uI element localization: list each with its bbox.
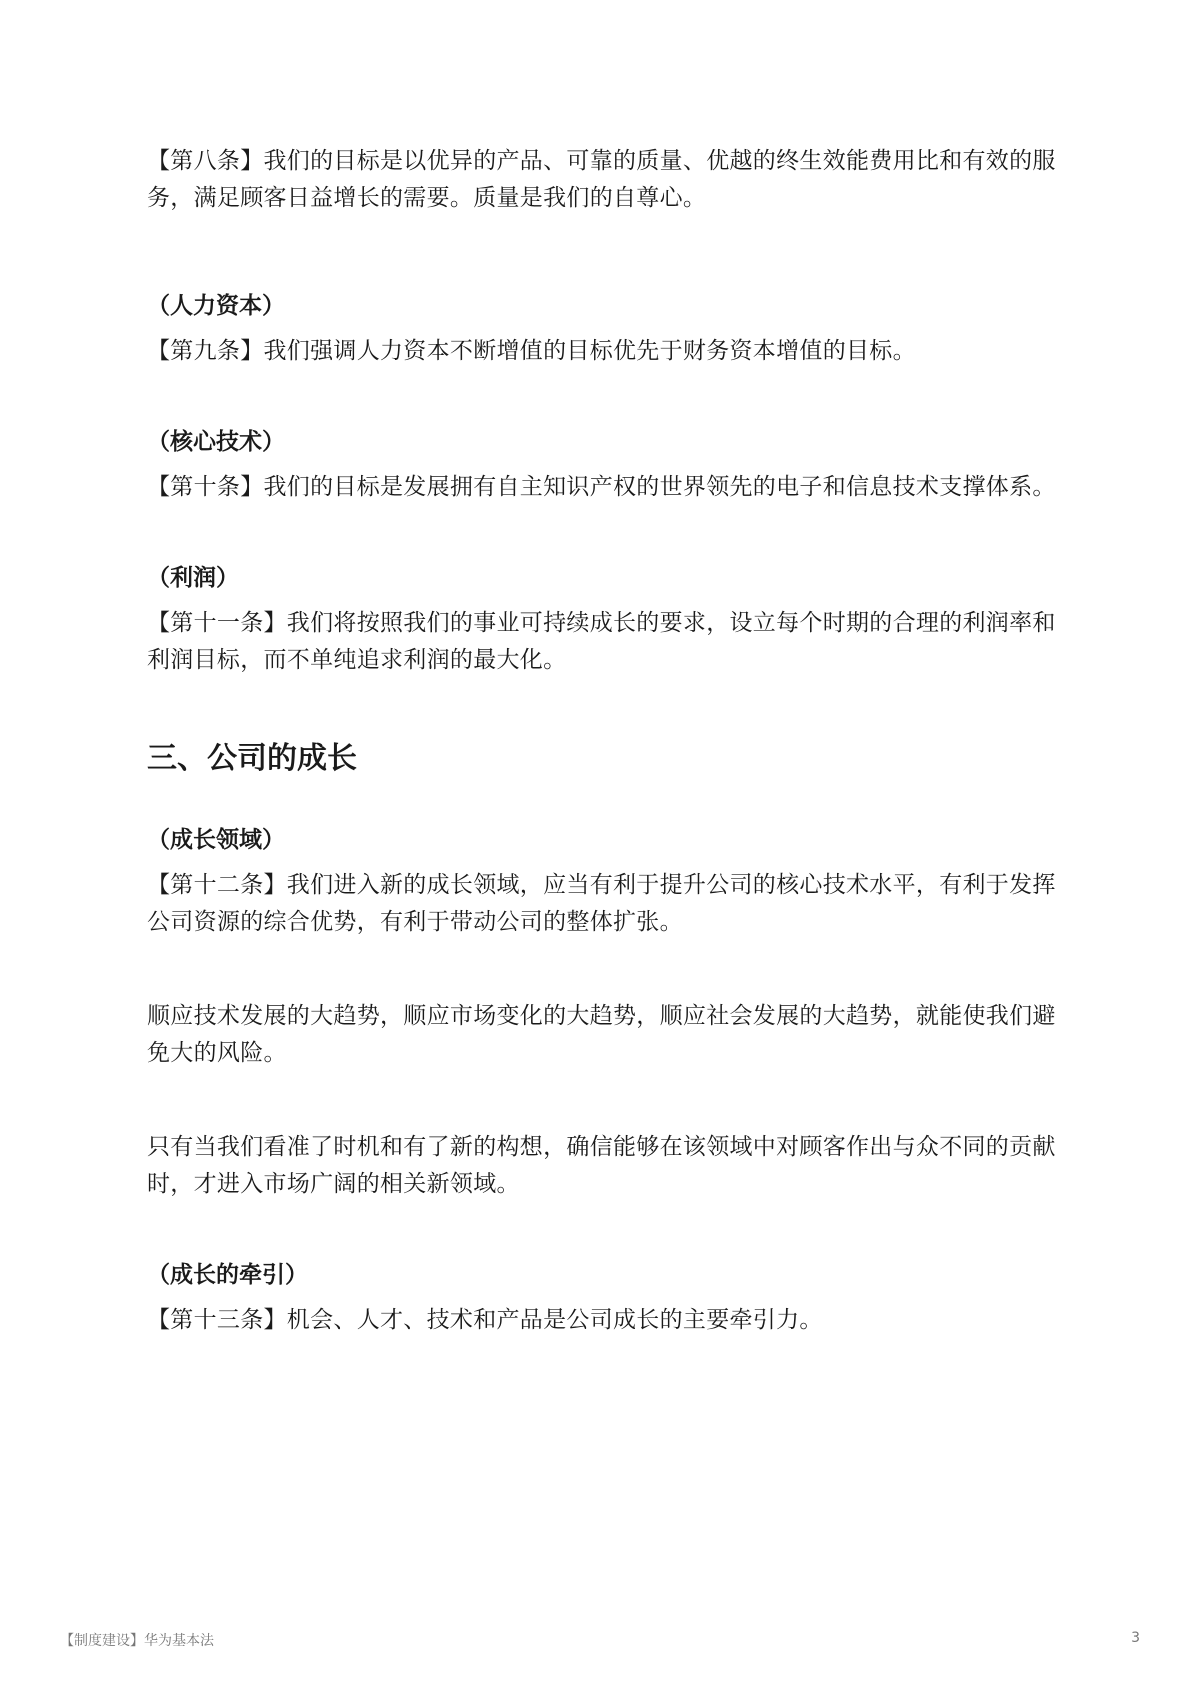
subheading-core-tech: （核心技术）: [147, 429, 285, 455]
article-13: 【第十三条】机会、人才、技术和产品是公司成长的主要牵引力。: [147, 1307, 823, 1333]
article-9: 【第九条】我们强调人力资本不断增值的目标优先于财务资本增值的目标。: [147, 338, 916, 364]
footer-doc-label: 【制度建设】华为基本法: [60, 1633, 214, 1649]
subheading-human-capital: （人力资本）: [147, 293, 285, 319]
footer-page-number: 3: [1131, 1630, 1140, 1646]
subheading-profit: （利润）: [147, 565, 239, 591]
paragraph-opportunity: 只有当我们看准了时机和有了新的构想，确信能够在该领域中对顾客作出与众不同的贡献时，才进入市场广阔的相关新领域。: [147, 1134, 1056, 1197]
section-heading-growth: 三、公司的成长: [147, 741, 357, 776]
article-8: 【第八条】我们的目标是以优异的产品、可靠的质量、优越的终生效能费用比和有效的服务，满足顾客日益增长的需要。质量是我们的自尊心。: [147, 148, 1056, 211]
subheading-growth-drive: （成长的牵引）: [147, 1262, 308, 1288]
article-10: 【第十条】我们的目标是发展拥有自主知识产权的世界领先的电子和信息技术支撑体系。: [147, 474, 1056, 500]
article-12: 【第十二条】我们进入新的成长领域，应当有利于提升公司的核心技术水平，有利于发挥公司资源的综合优势，有利于带动公司的整体扩张。: [147, 872, 1056, 935]
document-body: [147, 143, 1057, 1339]
paragraph-trend: 顺应技术发展的大趋势，顺应市场变化的大趋势，顺应社会发展的大趋势，就能使我们避免大的风险。: [147, 1003, 1056, 1066]
subheading-growth-field: （成长领域）: [147, 827, 285, 853]
article-11: 【第十一条】我们将按照我们的事业可持续成长的要求，设立每个时期的合理的利润率和利润目标，而不单纯追求利润的最大化。: [147, 610, 1056, 673]
